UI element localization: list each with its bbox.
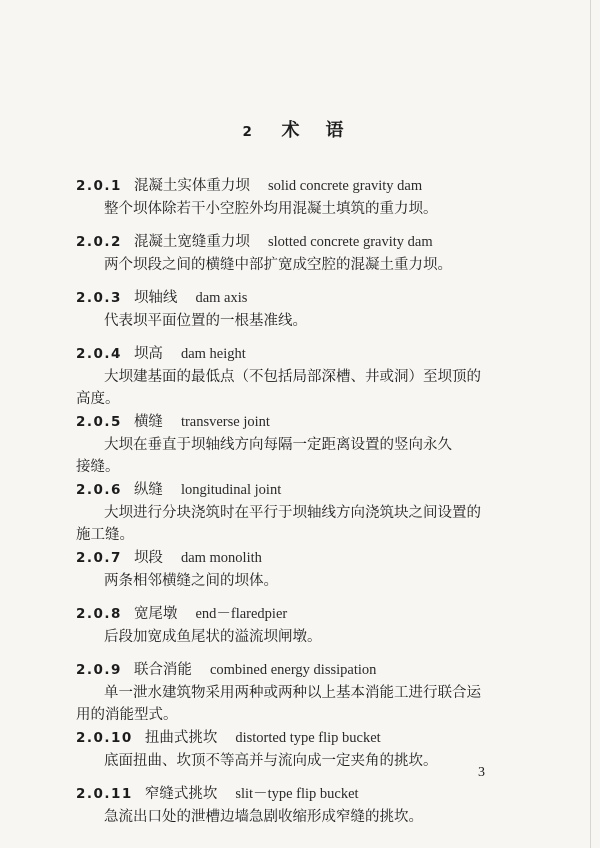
term-header: [76, 175, 422, 197]
term-number: 2.0.8: [76, 606, 122, 622]
term-entry: [0, 547, 600, 603]
term-chinese: 联合消能: [133, 662, 192, 678]
term-header: [76, 659, 376, 681]
section-number: 2: [242, 124, 254, 140]
term-entry: [0, 783, 600, 839]
term-english: distorted type flip bucket: [235, 730, 381, 746]
term-header: [76, 727, 381, 749]
term-chinese: 宽尾墩: [133, 606, 178, 622]
term-english: slit－type flip bucket: [235, 786, 359, 802]
term-number: 2.0.5: [76, 414, 122, 430]
term-header: [76, 343, 246, 365]
term-english: dam height: [180, 346, 246, 362]
term-chinese: 混凝土宽缝重力坝: [133, 234, 250, 250]
term-definition: 两个坝段之间的横缝中部扩宽成空腔的混凝土重力坝。: [104, 257, 452, 273]
term-chinese: 纵缝: [133, 482, 163, 498]
term-header: [76, 479, 281, 501]
term-entry: [0, 603, 600, 659]
term-english: dam axis: [195, 290, 248, 306]
term-chinese: 坝高: [133, 346, 163, 362]
term-number: 2.0.11: [76, 786, 133, 802]
term-entry: [0, 287, 600, 343]
term-header: [76, 411, 270, 433]
term-entry: [0, 343, 600, 411]
page-number: 3: [478, 765, 485, 780]
term-chinese: 坝轴线: [133, 290, 178, 306]
term-number: 2.0.10: [76, 730, 133, 746]
term-header: [76, 287, 247, 309]
terms-list: [0, 175, 600, 839]
term-definition: 大坝建基面的最低点（不包括局部深槽、井或洞）至坝顶的: [104, 369, 481, 385]
term-entry: [0, 175, 600, 231]
term-definition: 底面扭曲、坎顶不等高并与流向成一定夹角的挑坎。: [104, 753, 438, 769]
term-header: [76, 603, 287, 625]
term-english: slotted concrete gravity dam: [267, 234, 433, 250]
section-title-char: 语: [325, 120, 346, 141]
term-definition: 两条相邻横缝之间的坝体。: [104, 573, 278, 589]
term-definition-continued: 接缝。: [76, 459, 120, 475]
term-number: 2.0.2: [76, 234, 122, 250]
term-number: 2.0.9: [76, 662, 122, 678]
term-definition: 急流出口处的泄槽边墙急剧收缩形成窄缝的挑坎。: [104, 809, 423, 825]
term-number: 2.0.4: [76, 346, 122, 362]
term-header: [76, 231, 433, 253]
term-english: solid concrete gravity dam: [267, 178, 423, 194]
term-number: 2.0.1: [76, 178, 122, 194]
term-header: [76, 547, 262, 569]
term-chinese: 扭曲式挑坎: [144, 730, 218, 746]
term-number: 2.0.3: [76, 290, 122, 306]
term-chinese: 窄缝式挑坎: [144, 786, 218, 802]
term-definition-continued: 高度。: [76, 391, 120, 407]
term-entry: [0, 727, 600, 783]
term-definition: 后段加宽成鱼尾状的溢流坝闸墩。: [104, 629, 322, 645]
term-definition: 单一泄水建筑物采用两种或两种以上基本消能工进行联合运: [104, 685, 481, 701]
term-definition: 整个坝体除若干小空腔外均用混凝土填筑的重力坝。: [104, 201, 438, 217]
term-english: longitudinal joint: [180, 482, 282, 498]
term-entry: [0, 659, 600, 727]
term-entry: [0, 479, 600, 547]
term-definition: 代表坝平面位置的一根基准线。: [104, 313, 307, 329]
term-english: combined energy dissipation: [209, 662, 377, 678]
term-chinese: 横缝: [133, 414, 163, 430]
term-definition-continued: 施工缝。: [76, 527, 134, 543]
section-title-char: 术: [281, 120, 302, 141]
term-english: dam monolith: [180, 550, 262, 566]
section-heading: [0, 116, 600, 142]
term-number: 2.0.6: [76, 482, 122, 498]
term-definition: 大坝在垂直于坝轴线方向每隔一定距离设置的竖向永久: [104, 437, 452, 453]
term-entry: [0, 231, 600, 287]
term-number: 2.0.7: [76, 550, 122, 566]
term-chinese: 混凝土实体重力坝: [133, 178, 250, 194]
term-header: [76, 783, 359, 805]
term-english: end－flaredpier: [195, 606, 288, 622]
term-definition: 大坝进行分块浇筑时在平行于坝轴线方向浇筑块之间设置的: [104, 505, 481, 521]
term-chinese: 坝段: [133, 550, 163, 566]
term-entry: [0, 411, 600, 479]
term-definition-continued: 用的消能型式。: [76, 707, 178, 723]
term-english: transverse joint: [180, 414, 270, 430]
